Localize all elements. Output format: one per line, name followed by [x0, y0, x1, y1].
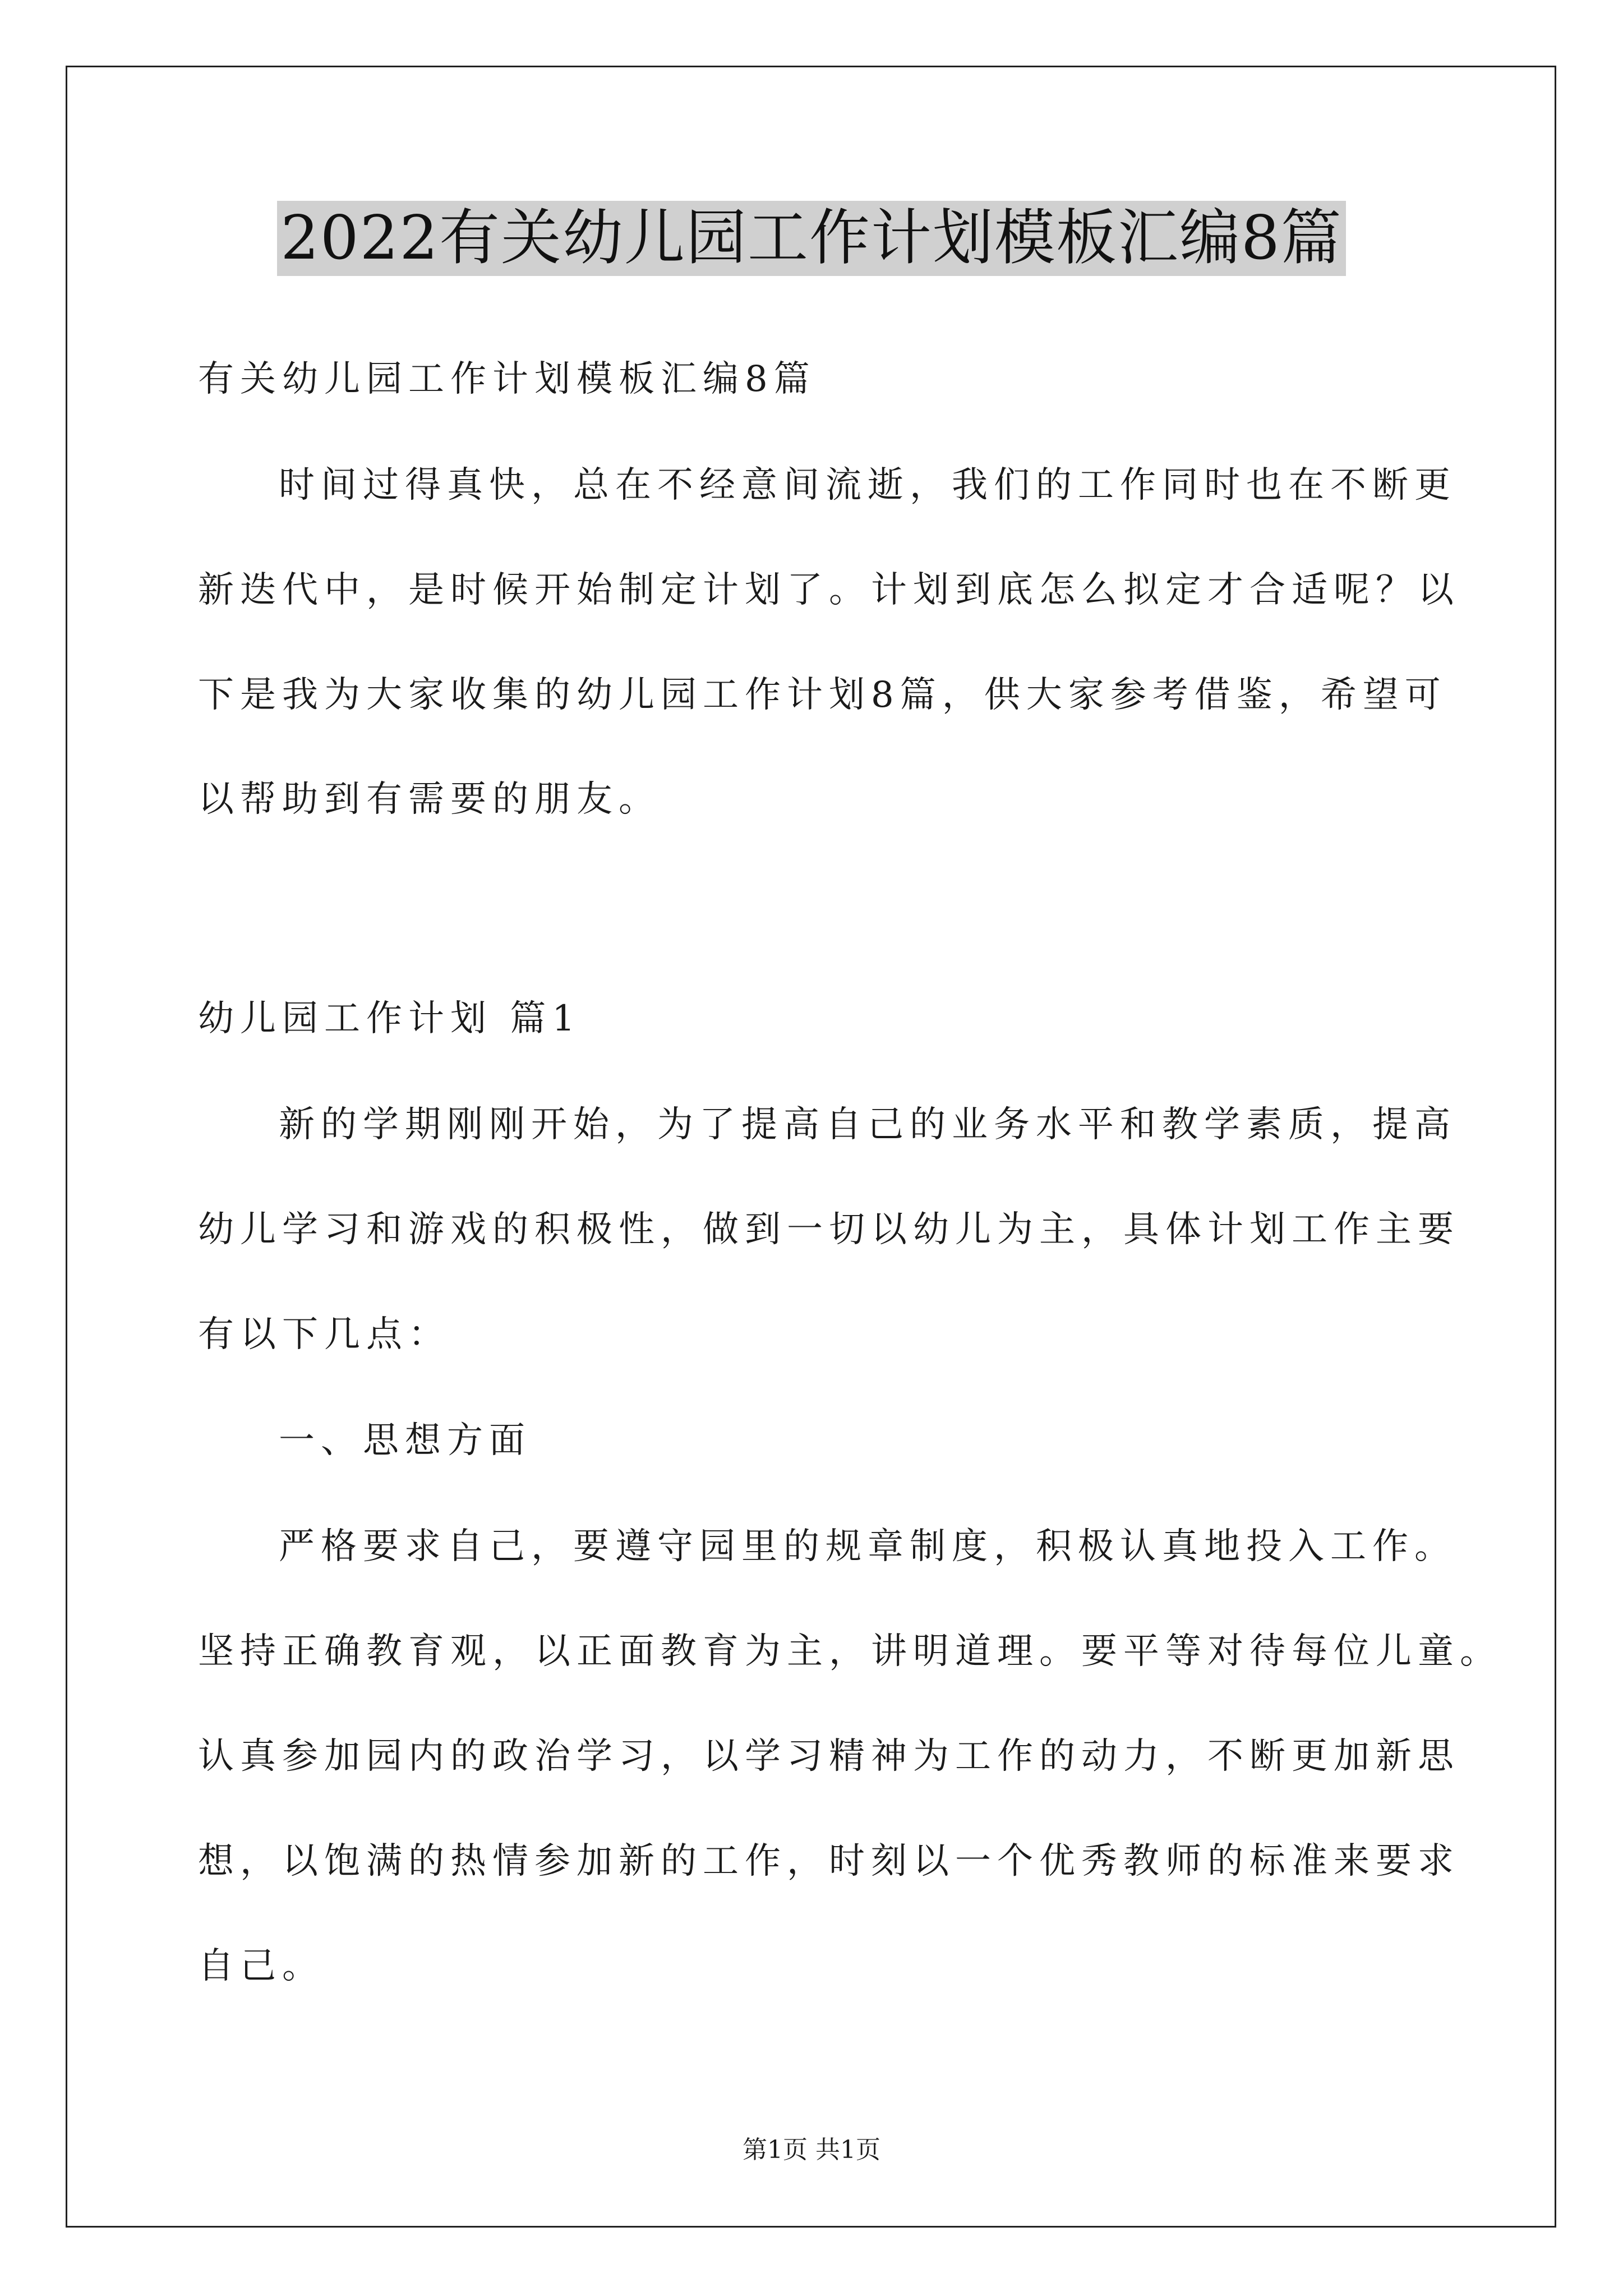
- thought-line-5: 自己。: [198, 1945, 324, 1987]
- intro-line-3: 下是我为大家收集的幼儿园工作计划8篇，供大家参考借鉴，希望可: [198, 674, 1447, 716]
- intro-line-1: 时间过得真快，总在不经意间流逝，我们的工作同时也在不断更: [279, 464, 1456, 506]
- document-title: 2022有关幼儿园工作计划模板汇编8篇: [277, 201, 1346, 276]
- thought-line-4: 想，以饱满的热情参加新的工作，时刻以一个优秀教师的标准来要求: [198, 1841, 1460, 1882]
- section-line-2: 幼儿学习和游戏的积极性，做到一切以幼儿为主，具体计划工作主要: [198, 1209, 1460, 1250]
- thought-line-2: 坚持正确教育观，以正面教育为主，讲明道理。要平等对待每位儿童。: [198, 1631, 1502, 1672]
- section-line-1: 新的学期刚刚开始，为了提高自己的业务水平和教学素质，提高: [279, 1104, 1456, 1145]
- subtitle: 有关幼儿园工作计划模板汇编8篇: [198, 358, 816, 400]
- subheading-thought: 一、思想方面: [279, 1420, 531, 1461]
- title-block: [0, 201, 1623, 276]
- intro-line-2: 新迭代中，是时候开始制定计划了。计划到底怎么拟定才合适呢？以: [198, 569, 1460, 611]
- page-footer: 第1页 共1页: [743, 2136, 880, 2164]
- section-line-3: 有以下几点：: [198, 1314, 450, 1355]
- thought-line-3: 认真参加园内的政治学习，以学习精神为工作的动力，不断更加新思: [198, 1736, 1460, 1777]
- thought-line-1: 严格要求自己，要遵守园里的规章制度，积极认真地投入工作。: [279, 1526, 1456, 1567]
- section-heading: 幼儿园工作计划 篇1: [198, 998, 582, 1039]
- intro-line-4: 以帮助到有需要的朋友。: [198, 779, 661, 820]
